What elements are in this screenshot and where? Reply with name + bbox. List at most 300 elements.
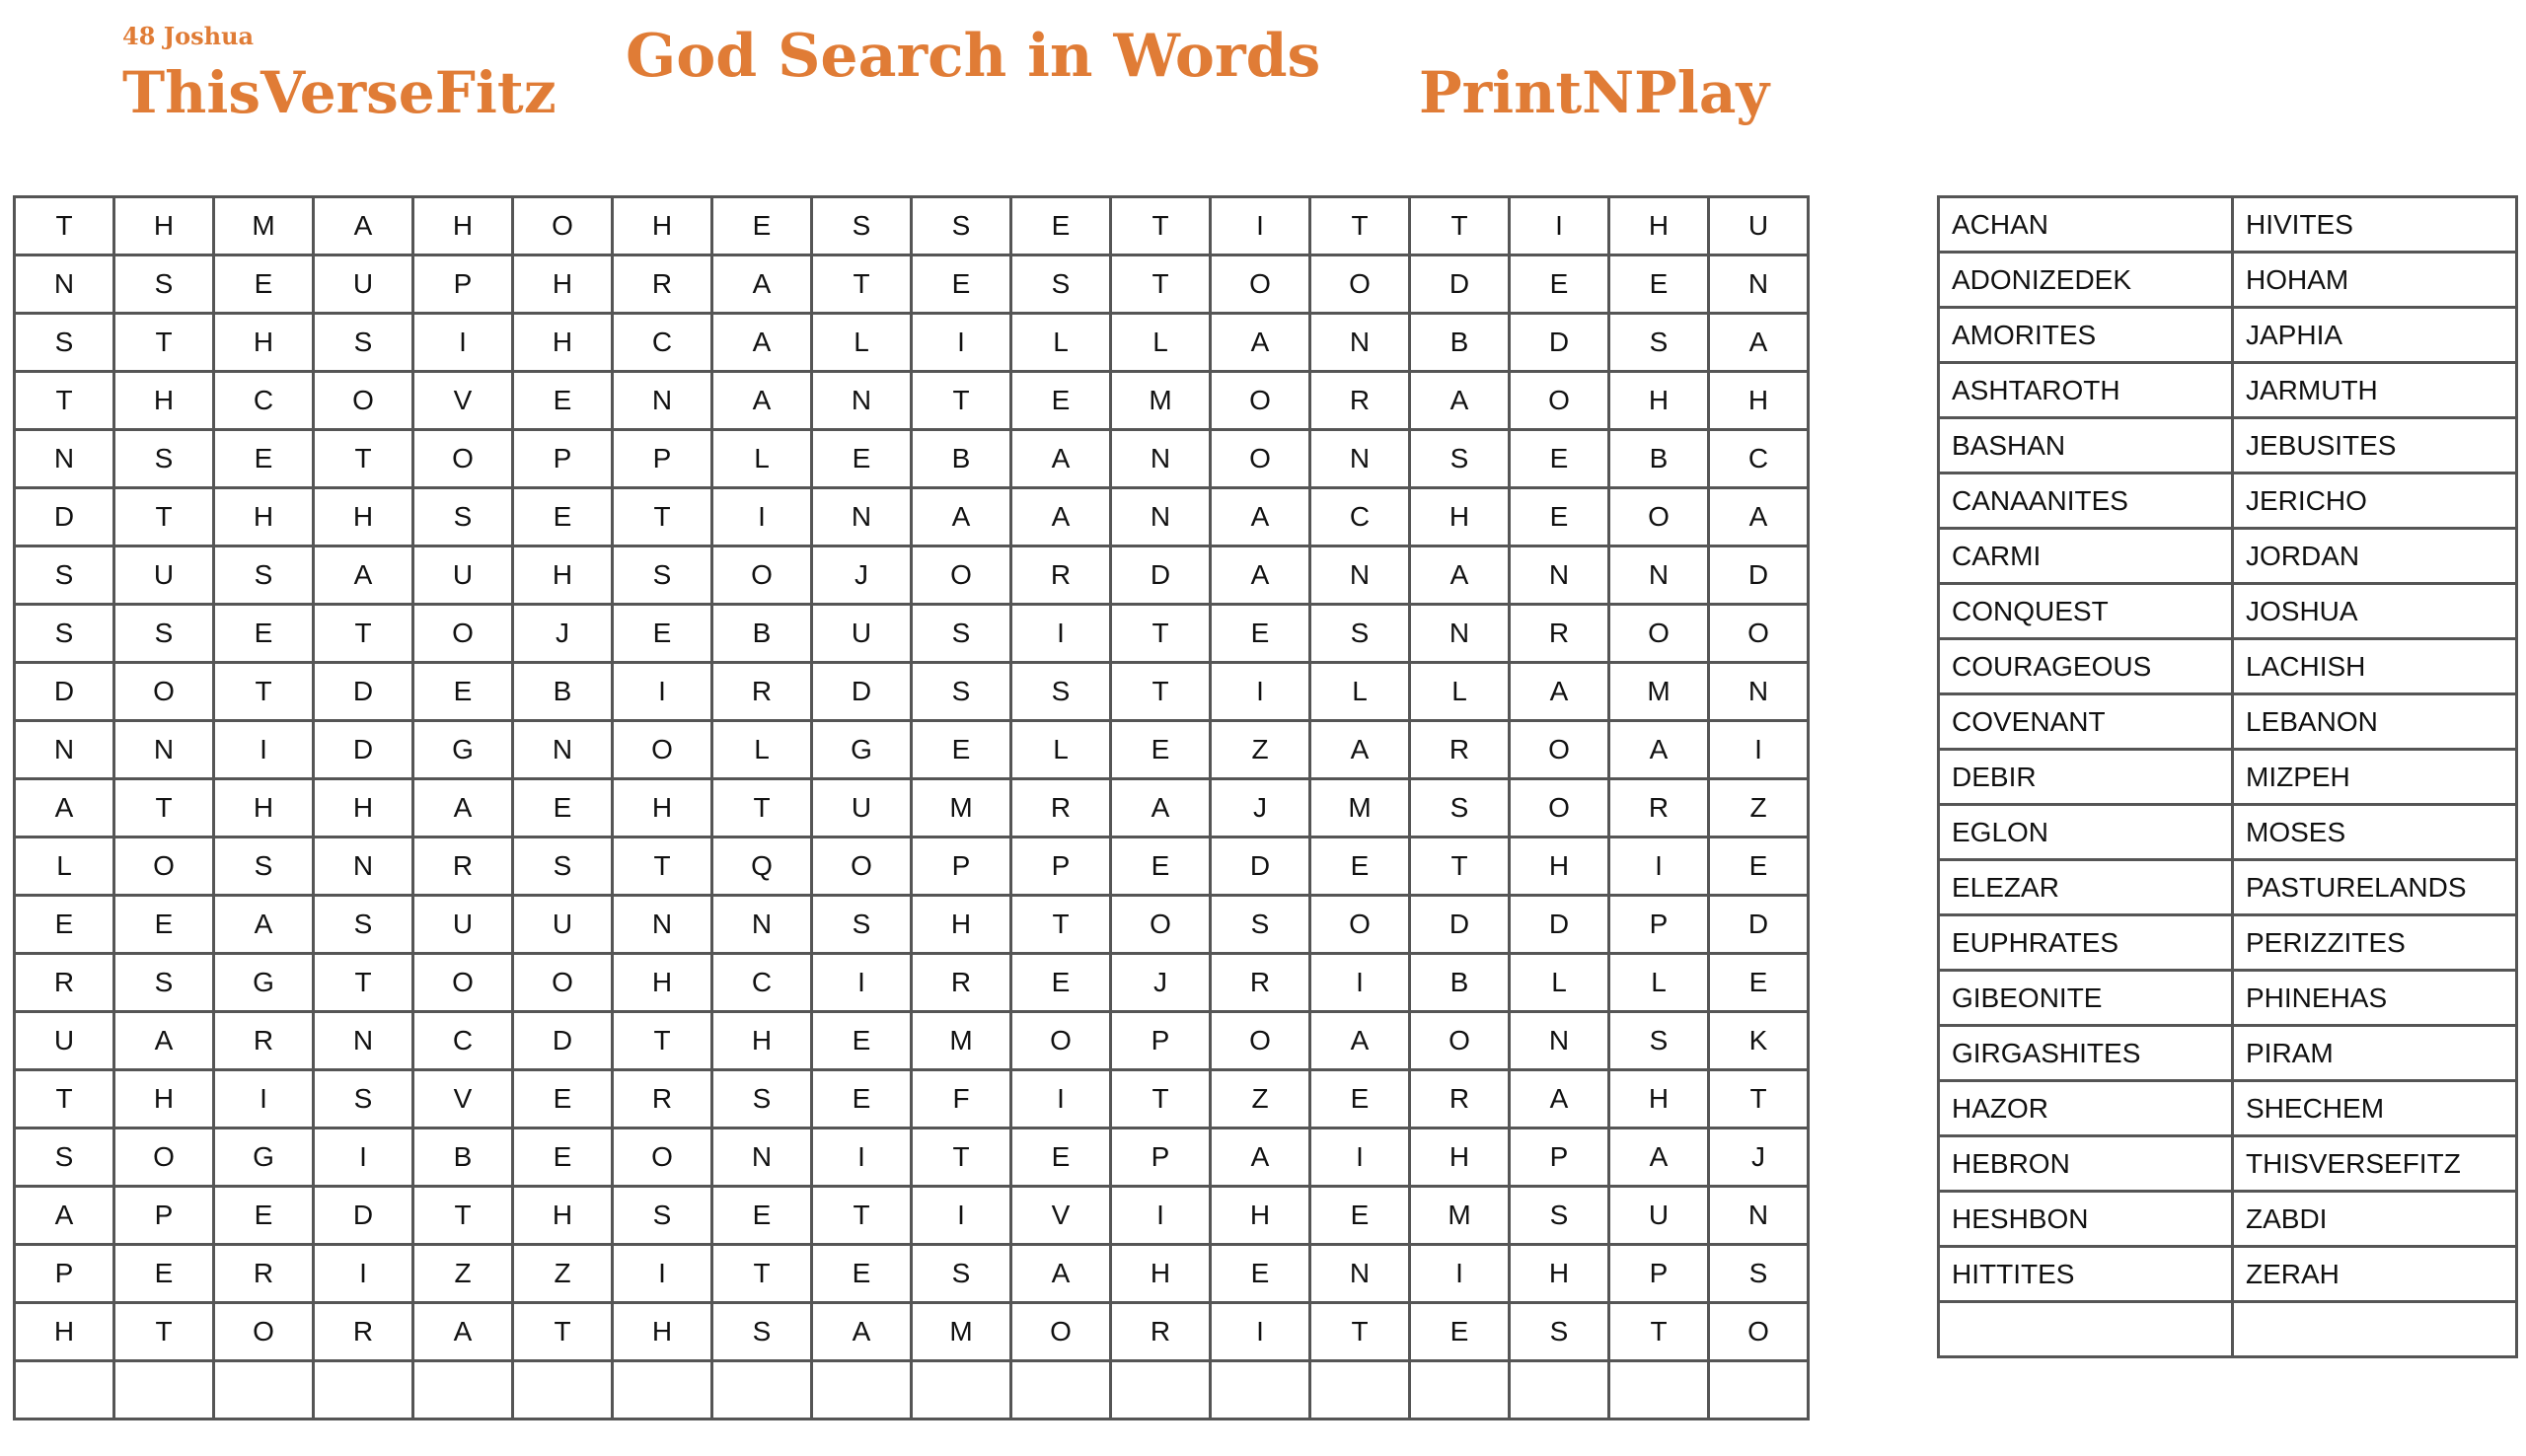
chapter-label: 48 Joshua [122, 22, 255, 50]
grid-cell: R [1011, 779, 1111, 837]
grid-cell: I [712, 488, 812, 546]
grid-cell: N [1709, 1187, 1809, 1245]
grid-cell: P [15, 1245, 114, 1303]
grid-cell: H [1211, 1187, 1310, 1245]
grid-cell: N [613, 372, 712, 430]
grid-cell: M [1609, 663, 1709, 721]
word-list-item: COURAGEOUS [1939, 639, 2233, 694]
grid-cell: L [1410, 663, 1510, 721]
grid-cell: B [1609, 430, 1709, 488]
grid-cell: G [214, 954, 314, 1012]
grid-cell: S [1510, 1303, 1609, 1361]
grid-cell: S [314, 1070, 413, 1128]
word-list-item: ASHTAROTH [1939, 363, 2233, 418]
grid-cell: E [1011, 372, 1111, 430]
word-list-item: JARMUTH [2233, 363, 2517, 418]
word-list-item: ACHAN [1939, 197, 2233, 253]
word-list-item: LACHISH [2233, 639, 2517, 694]
grid-cell: S [812, 197, 912, 255]
grid-cell: C [1709, 430, 1809, 488]
grid-row [15, 605, 1809, 663]
grid-cell: N [1510, 546, 1609, 605]
grid-cell: P [613, 430, 712, 488]
grid-cell: H [1510, 837, 1609, 896]
grid-cell: A [712, 372, 812, 430]
grid-row [15, 837, 1809, 896]
grid-cell [912, 1361, 1011, 1420]
grid-cell: S [912, 197, 1011, 255]
grid-cell: M [1310, 779, 1410, 837]
grid-cell: R [1410, 1070, 1510, 1128]
grid-row [15, 197, 1809, 255]
grid-cell: O [214, 1303, 314, 1361]
grid-cell: S [513, 837, 613, 896]
grid-cell: T [1410, 197, 1510, 255]
grid-cell: T [114, 779, 214, 837]
grid-cell: C [1310, 488, 1410, 546]
grid-cell: T [413, 1187, 513, 1245]
grid-cell: I [912, 314, 1011, 372]
grid-cell: T [912, 1128, 1011, 1187]
grid-cell: L [712, 721, 812, 779]
grid-cell: H [613, 1303, 712, 1361]
word-list-item: CONQUEST [1939, 584, 2233, 639]
grid-cell: A [1111, 779, 1211, 837]
grid-cell: H [912, 896, 1011, 954]
grid-cell: B [1410, 314, 1510, 372]
grid-cell: O [1510, 372, 1609, 430]
grid-cell: A [114, 1012, 214, 1070]
grid-cell: A [1211, 488, 1310, 546]
word-list-item: JERICHO [2233, 473, 2517, 529]
grid-cell [1310, 1361, 1410, 1420]
grid-cell: A [1510, 1070, 1609, 1128]
grid-row [15, 546, 1809, 605]
grid-cell: O [413, 954, 513, 1012]
grid-cell: H [114, 1070, 214, 1128]
grid-cell: H [114, 372, 214, 430]
grid-cell: F [912, 1070, 1011, 1128]
word-list-row [1939, 805, 2517, 860]
grid-row [15, 430, 1809, 488]
grid-cell: M [214, 197, 314, 255]
grid-cell: H [613, 954, 712, 1012]
grid-cell: S [912, 605, 1011, 663]
grid-cell: E [812, 1070, 912, 1128]
grid-cell: T [15, 197, 114, 255]
grid-cell: H [214, 488, 314, 546]
grid-cell: O [712, 546, 812, 605]
grid-cell: N [1709, 255, 1809, 314]
grid-cell: E [1510, 255, 1609, 314]
grid-cell: S [1609, 314, 1709, 372]
word-list-item: JORDAN [2233, 529, 2517, 584]
grid-cell: M [912, 779, 1011, 837]
grid-cell: L [1609, 954, 1709, 1012]
grid-cell: A [1211, 1128, 1310, 1187]
grid-cell: T [613, 837, 712, 896]
grid-cell: D [15, 663, 114, 721]
grid-cell: N [1410, 605, 1510, 663]
grid-cell [1011, 1361, 1111, 1420]
grid-cell: N [314, 1012, 413, 1070]
grid-cell: E [513, 1128, 613, 1187]
grid-cell: C [214, 372, 314, 430]
grid-cell: H [513, 255, 613, 314]
grid-cell: T [912, 372, 1011, 430]
grid-cell: Z [413, 1245, 513, 1303]
grid-cell: S [613, 546, 712, 605]
grid-cell [1609, 1361, 1709, 1420]
grid-row [15, 255, 1809, 314]
word-list-item: DEBIR [1939, 750, 2233, 805]
grid-cell: E [812, 1245, 912, 1303]
grid-cell: D [314, 721, 413, 779]
grid-cell: T [1609, 1303, 1709, 1361]
grid-cell: A [15, 1187, 114, 1245]
word-list-item: GIBEONITE [1939, 971, 2233, 1026]
grid-cell: T [214, 663, 314, 721]
grid-cell: S [114, 954, 214, 1012]
grid-cell: I [1410, 1245, 1510, 1303]
grid-cell: R [1011, 546, 1111, 605]
grid-cell: A [214, 896, 314, 954]
grid-cell: O [613, 721, 712, 779]
grid-cell: P [1510, 1128, 1609, 1187]
word-list-item: JOSHUA [2233, 584, 2517, 639]
grid-cell: I [1709, 721, 1809, 779]
word-list-item: HOHAM [2233, 253, 2517, 308]
word-list-item: HEBRON [1939, 1136, 2233, 1192]
grid-cell: O [413, 605, 513, 663]
grid-row [15, 1245, 1809, 1303]
grid-cell: P [1011, 837, 1111, 896]
grid-cell: N [1609, 546, 1709, 605]
grid-cell: R [1111, 1303, 1211, 1361]
grid-cell: E [214, 255, 314, 314]
grid-cell: A [712, 314, 812, 372]
grid-cell: O [114, 837, 214, 896]
grid-cell: Z [513, 1245, 613, 1303]
grid-cell: H [314, 488, 413, 546]
grid-row [15, 372, 1809, 430]
word-list-row [1939, 694, 2517, 750]
grid-cell: A [1211, 314, 1310, 372]
grid-cell: A [1011, 488, 1111, 546]
grid-cell: L [1011, 721, 1111, 779]
grid-cell: E [513, 372, 613, 430]
grid-cell: P [1609, 1245, 1709, 1303]
grid-cell: I [1211, 663, 1310, 721]
grid-cell: T [1310, 1303, 1410, 1361]
grid-cell: O [413, 430, 513, 488]
grid-cell: U [1709, 197, 1809, 255]
grid-cell: A [413, 779, 513, 837]
grid-cell: S [214, 837, 314, 896]
grid-cell: O [513, 954, 613, 1012]
grid-cell: P [1111, 1012, 1211, 1070]
word-list-item: PHINEHAS [2233, 971, 2517, 1026]
grid-cell: U [513, 896, 613, 954]
grid-cell: T [15, 1070, 114, 1128]
grid-cell: S [1310, 605, 1410, 663]
grid-cell: A [314, 197, 413, 255]
grid-cell: Z [1211, 721, 1310, 779]
word-list-item: JAPHIA [2233, 308, 2517, 363]
grid-cell: T [812, 255, 912, 314]
grid-cell: T [1410, 837, 1510, 896]
word-list-row [1939, 639, 2517, 694]
grid-cell: H [613, 197, 712, 255]
grid-cell: T [314, 954, 413, 1012]
grid-cell: A [1609, 1128, 1709, 1187]
grid-cell: E [214, 605, 314, 663]
word-list-row [1939, 1247, 2517, 1302]
word-list-row [1939, 308, 2517, 363]
grid-cell: R [1410, 721, 1510, 779]
grid-cell: R [15, 954, 114, 1012]
grid-cell: O [1310, 255, 1410, 314]
grid-cell: S [912, 663, 1011, 721]
grid-cell: D [1709, 546, 1809, 605]
grid-cell: O [1111, 896, 1211, 954]
grid-cell: P [1111, 1128, 1211, 1187]
grid-cell [15, 1361, 114, 1420]
grid-cell: U [812, 779, 912, 837]
grid-cell [1111, 1361, 1211, 1420]
grid-cell: B [1410, 954, 1510, 1012]
grid-cell: S [1709, 1245, 1809, 1303]
grid-cell: S [314, 314, 413, 372]
grid-cell: E [114, 1245, 214, 1303]
grid-cell: S [15, 314, 114, 372]
word-list-row [1939, 971, 2517, 1026]
grid-cell: J [812, 546, 912, 605]
grid-cell [413, 1361, 513, 1420]
grid-cell: A [1609, 721, 1709, 779]
grid-cell: I [1609, 837, 1709, 896]
grid-cell: E [1510, 488, 1609, 546]
grid-cell: R [1310, 372, 1410, 430]
grid-row [15, 954, 1809, 1012]
grid-cell: T [712, 779, 812, 837]
grid-cell [812, 1361, 912, 1420]
grid-cell: N [1310, 314, 1410, 372]
grid-cell: E [1609, 255, 1709, 314]
grid-cell: E [1510, 430, 1609, 488]
grid-cell: I [314, 1245, 413, 1303]
grid-cell: E [15, 896, 114, 954]
grid-cell: A [1510, 663, 1609, 721]
grid-cell: T [1111, 197, 1211, 255]
grid-cell: N [613, 896, 712, 954]
grid-cell: P [114, 1187, 214, 1245]
grid-cell: D [314, 663, 413, 721]
word-list-item: AMORITES [1939, 308, 2233, 363]
grid-cell: L [1011, 314, 1111, 372]
word-list-row [1939, 750, 2517, 805]
grid-cell: L [1310, 663, 1410, 721]
grid-cell: H [1111, 1245, 1211, 1303]
grid-cell: E [812, 430, 912, 488]
word-list-item: ZERAH [2233, 1247, 2517, 1302]
word-list-item: COVENANT [1939, 694, 2233, 750]
grid-cell: C [413, 1012, 513, 1070]
grid-cell: O [1310, 896, 1410, 954]
word-list-item: JEBUSITES [2233, 418, 2517, 473]
grid-cell: E [1111, 837, 1211, 896]
grid-cell [1510, 1361, 1609, 1420]
grid-cell: S [613, 1187, 712, 1245]
grid-cell [712, 1361, 812, 1420]
word-list-row [1939, 1081, 2517, 1136]
grid-cell: E [1310, 837, 1410, 896]
word-list-row [1939, 1192, 2517, 1247]
grid-row [15, 1303, 1809, 1361]
grid-cell: R [1510, 605, 1609, 663]
grid-cell: E [114, 896, 214, 954]
grid-cell: G [812, 721, 912, 779]
grid-cell: E [613, 605, 712, 663]
grid-cell: O [1510, 779, 1609, 837]
grid-cell: Z [1709, 779, 1809, 837]
grid-cell: I [812, 954, 912, 1012]
grid-cell: U [314, 255, 413, 314]
grid-cell: S [1410, 430, 1510, 488]
grid-cell: D [513, 1012, 613, 1070]
grid-cell: N [15, 255, 114, 314]
grid-cell: H [214, 779, 314, 837]
grid-cell [214, 1361, 314, 1420]
grid-cell: H [513, 314, 613, 372]
grid-cell: O [912, 546, 1011, 605]
grid-cell: N [712, 1128, 812, 1187]
grid-cell: A [1410, 372, 1510, 430]
word-list-item: CARMI [1939, 529, 2233, 584]
grid-cell: S [1011, 255, 1111, 314]
grid-cell: S [1410, 779, 1510, 837]
grid-cell: I [1111, 1187, 1211, 1245]
grid-cell [1410, 1361, 1510, 1420]
grid-cell: I [214, 1070, 314, 1128]
grid-cell: S [114, 430, 214, 488]
grid-cell [314, 1361, 413, 1420]
brand-right-title: PrintNPlay [1419, 59, 1770, 126]
grid-cell: A [413, 1303, 513, 1361]
word-list-item: ADONIZEDEK [1939, 253, 2233, 308]
grid-cell: K [1709, 1012, 1809, 1070]
grid-cell: N [712, 896, 812, 954]
grid-cell: L [712, 430, 812, 488]
grid-cell: M [1410, 1187, 1510, 1245]
grid-cell: N [812, 488, 912, 546]
grid-row [15, 721, 1809, 779]
grid-cell: T [1111, 605, 1211, 663]
grid-cell: N [1510, 1012, 1609, 1070]
grid-cell: S [912, 1245, 1011, 1303]
word-list-item: THISVERSEFITZ [2233, 1136, 2517, 1192]
grid-cell: P [413, 255, 513, 314]
word-list-item: HITTITES [1939, 1247, 2233, 1302]
grid-cell: J [1211, 779, 1310, 837]
grid-cell: I [1211, 1303, 1310, 1361]
grid-cell: T [114, 1303, 214, 1361]
grid-cell: N [812, 372, 912, 430]
grid-cell: E [912, 255, 1011, 314]
word-list-row [1939, 915, 2517, 971]
grid-cell: A [1410, 546, 1510, 605]
grid-cell: T [314, 605, 413, 663]
grid-cell: E [1011, 954, 1111, 1012]
grid-cell: A [15, 779, 114, 837]
grid-cell: H [1609, 1070, 1709, 1128]
grid-cell: T [314, 430, 413, 488]
grid-cell: R [1609, 779, 1709, 837]
grid-cell: O [613, 1128, 712, 1187]
grid-row [15, 1361, 1809, 1420]
grid-cell: B [413, 1128, 513, 1187]
grid-cell: S [1211, 896, 1310, 954]
grid-row [15, 1012, 1809, 1070]
grid-cell: O [1510, 721, 1609, 779]
grid-cell: P [1609, 896, 1709, 954]
grid-cell: T [1111, 663, 1211, 721]
word-list-item: CANAANITES [1939, 473, 2233, 529]
grid-cell: A [712, 255, 812, 314]
grid-cell: S [114, 255, 214, 314]
grid-cell: I [1310, 1128, 1410, 1187]
grid-cell: E [513, 779, 613, 837]
grid-cell: N [1111, 488, 1211, 546]
grid-cell: I [613, 663, 712, 721]
grid-cell: D [314, 1187, 413, 1245]
grid-cell: A [912, 488, 1011, 546]
grid-cell: O [513, 197, 613, 255]
grid-cell: D [1111, 546, 1211, 605]
grid-cell: O [1410, 1012, 1510, 1070]
grid-cell: I [214, 721, 314, 779]
grid-cell: Z [1211, 1070, 1310, 1128]
grid-cell: T [114, 314, 214, 372]
grid-cell: N [314, 837, 413, 896]
grid-cell: N [1709, 663, 1809, 721]
grid-cell: E [214, 1187, 314, 1245]
grid-cell: M [912, 1012, 1011, 1070]
grid-cell: R [613, 255, 712, 314]
grid-cell: I [1211, 197, 1310, 255]
grid-cell: L [812, 314, 912, 372]
grid-row [15, 663, 1809, 721]
grid-cell: B [712, 605, 812, 663]
word-list-row [1939, 197, 2517, 253]
grid-row [15, 488, 1809, 546]
grid-cell: E [1310, 1070, 1410, 1128]
grid-cell: H [314, 779, 413, 837]
grid-cell: D [1510, 314, 1609, 372]
grid-cell: N [1310, 1245, 1410, 1303]
grid-cell [1709, 1361, 1809, 1420]
grid-cell: P [912, 837, 1011, 896]
grid-cell: M [912, 1303, 1011, 1361]
word-list-item: GIRGASHITES [1939, 1026, 2233, 1081]
grid-row [15, 1187, 1809, 1245]
grid-cell: S [712, 1070, 812, 1128]
word-list-item: EUPHRATES [1939, 915, 2233, 971]
grid-cell: H [1410, 1128, 1510, 1187]
grid-cell: H [1410, 488, 1510, 546]
grid-cell: T [613, 488, 712, 546]
grid-cell: H [114, 197, 214, 255]
